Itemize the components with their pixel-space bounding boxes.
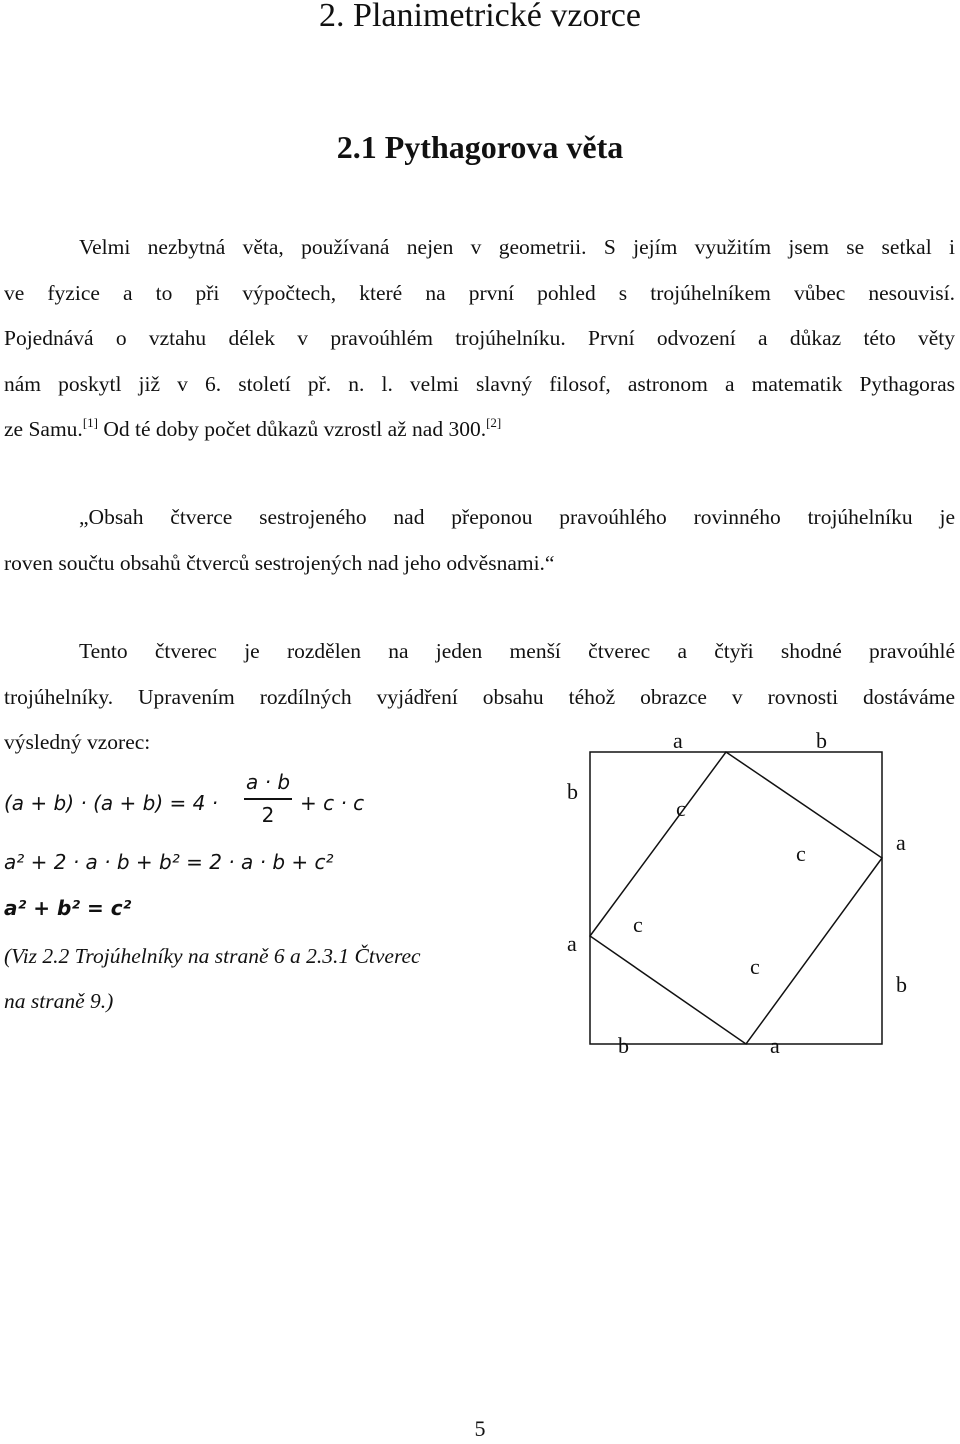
explanation-line-1: Tento čtverec je rozdělen na jeden menší čtverec a čtyři shodné pravoúhlé — [79, 639, 955, 663]
page-number: 5 — [474, 1416, 486, 1441]
pythagoras-square-figure — [540, 730, 940, 1060]
fraction-bar — [244, 798, 292, 800]
reference-note — [4, 934, 544, 1024]
intro-line-2: ve fyzice a to při výpočtech, které na první pohled s trojúhelníkem vůbec nesouvisí. — [4, 280, 955, 305]
equation-1-right: + c · c — [300, 791, 365, 815]
reference-line-1: (Viz 2.2 Trojúhelníky na straně 6 a 2.3.1 Čtverec — [4, 944, 421, 968]
label-c-bottom: c — [750, 954, 760, 979]
intro-line-5 — [4, 407, 955, 453]
equation-2: a² + 2 · a · b + b² = 2 · a · b + c² — [4, 850, 334, 874]
intro-paragraph — [4, 225, 955, 453]
label-right-b: b — [896, 972, 907, 997]
fraction-denominator: 2 — [261, 802, 275, 827]
equation-1-fraction — [244, 770, 292, 827]
intro-line-5-start: ze Samu. — [4, 417, 83, 441]
label-left-b: b — [567, 779, 578, 804]
equation-3: a² + b² = c² — [4, 896, 132, 920]
theorem-line-2: roven součtu obsahů čtverců sestrojených nad jeho odvěsnami.“ — [4, 550, 555, 575]
fraction-numerator: a · b — [245, 770, 291, 794]
label-top-b: b — [816, 730, 827, 753]
label-bottom-b: b — [618, 1033, 629, 1058]
theorem-quote — [4, 495, 955, 586]
label-top-a: a — [673, 730, 683, 753]
label-c-left: c — [633, 912, 643, 937]
reference-line-2: na straně 9.) — [4, 989, 114, 1013]
equation-1-left: (a + b) · (a + b) = 4 · — [4, 791, 219, 815]
outer-square — [590, 752, 882, 1044]
intro-line-4: nám poskytl již v 6. století př. n. l. velmi slavný filosof, astronom a matematik Pythagoras — [4, 371, 955, 396]
label-c-right: c — [796, 841, 806, 866]
theorem-line-1: „Obsah čtverce sestrojeného nad přeponou pravoúhlého rovinného trojúhelníku je — [79, 505, 955, 529]
label-right-a: a — [896, 830, 906, 855]
citation-2: [2] — [486, 415, 502, 430]
label-c-top: c — [676, 796, 686, 821]
section-title: 2.1 Pythagorova věta — [336, 129, 624, 165]
intro-line-1: Velmi nezbytná věta, používaná nejen v geometrii. S jejím využitím jsem se setkal i — [79, 235, 955, 259]
inner-tilted-square — [590, 752, 882, 1044]
explanation-line-3: výsledný vzorec: — [4, 730, 151, 754]
intro-line-5-end: Od té doby počet důkazů vzrostl až nad 300. — [97, 417, 487, 441]
citation-1: [1] — [82, 415, 98, 430]
intro-line-3: Pojednává o vztahu délek v pravoúhlém trojúhelníku. První odvození a důkaz této věty — [4, 326, 955, 350]
label-bottom-a: a — [770, 1033, 780, 1058]
chapter-title: 2. Planimetrické vzorce — [319, 0, 641, 34]
explanation-line-2: trojúhelníky. Upravením rozdílných vyjádření obsahu téhož obrazce v rovnosti dostáváme — [4, 684, 955, 709]
label-left-a: a — [567, 931, 577, 956]
